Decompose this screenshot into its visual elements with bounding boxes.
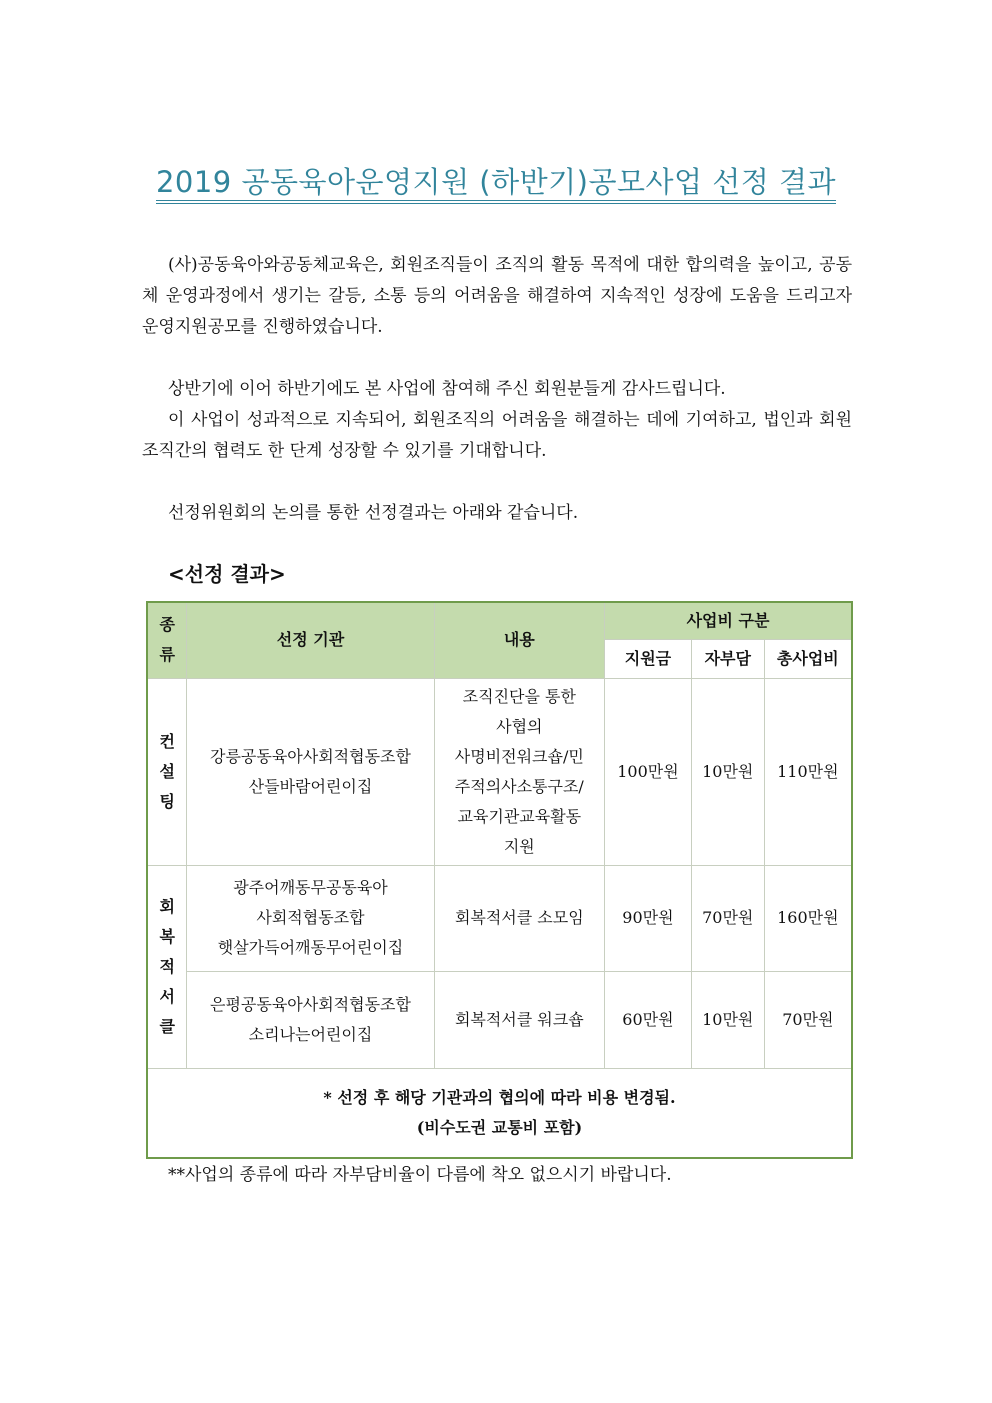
header-total: 총사업비 <box>764 639 852 678</box>
org-cell <box>187 971 434 1068</box>
total-cell: 160만원 <box>764 865 852 971</box>
type-label: 회 복 적 서 클 <box>159 896 175 1036</box>
result-intro-paragraph <box>142 498 852 529</box>
footnote: **사업의 종류에 따라 자부담비율이 다름에 착오 없으시기 바랍니다. <box>168 1165 672 1185</box>
note-line-2: (비수도권 교통비 포함) <box>416 1117 583 1137</box>
self-cell: 10만원 <box>691 678 764 865</box>
paragraph-4: 선정위원회의 논의를 통한 선정결과는 아래와 같습니다. <box>168 503 579 523</box>
note-row <box>147 1068 852 1158</box>
content-cell <box>434 678 604 865</box>
type-cell-restorative-circle <box>147 865 187 1068</box>
total-cell: 70만원 <box>764 971 852 1068</box>
header-type <box>147 602 187 678</box>
section-label: <선정 결과> <box>168 562 286 586</box>
selection-result-table <box>146 601 853 1159</box>
content-cell: 회복적서클 소모임 <box>434 865 604 971</box>
header-self: 자부담 <box>691 639 764 678</box>
org-cell <box>187 865 434 971</box>
content-cell: 회복적서클 워크숍 <box>434 971 604 1068</box>
org-name: 은평공동육아사회적협동조합 소리나는어린이집 <box>210 994 411 1044</box>
document-title-text: 2019 공동육아운영지원 (하반기)공모사업 선정 결과 <box>156 165 836 204</box>
paragraph-2: 상반기에 이어 하반기에도 본 사업에 참여해 주신 회원분들게 감사드립니다. <box>168 379 726 399</box>
total-cell: 110만원 <box>764 678 852 865</box>
document-title <box>100 160 892 201</box>
header-org: 선정 기관 <box>187 602 434 678</box>
org-cell <box>187 678 434 865</box>
support-cell: 90만원 <box>605 865 692 971</box>
table-row <box>147 865 852 971</box>
support-cell: 60만원 <box>605 971 692 1068</box>
intro-paragraph <box>142 250 852 343</box>
thanks-paragraph <box>142 374 852 467</box>
header-type-text: 종 류 <box>159 615 175 665</box>
header-budget-group: 사업비 구분 <box>605 602 852 639</box>
note-cell <box>147 1068 852 1158</box>
header-support: 지원금 <box>605 639 692 678</box>
type-cell-consulting <box>147 678 187 865</box>
note-line-1: * 선정 후 해당 기관과의 협의에 따라 비용 변경됨. <box>323 1087 676 1107</box>
content-text: 조직진단을 통한 사협의 사명비전워크숍/민 주적의사소통구조/ 교육기관교육활동 지원 <box>454 686 584 856</box>
org-name: 광주어깨동무공동육아 사회적협동조합 햇살가득어깨동무어린이집 <box>217 878 404 957</box>
self-cell: 10만원 <box>691 971 764 1068</box>
header-content: 내용 <box>434 602 604 678</box>
paragraph-3: 이 사업이 성과적으로 지속되어, 회원조직의 어려움을 해결하는 데에 기여하고, 법인과 회원 조직간의 협력도 한 단계 성장할 수 있기를 기대합니다. <box>142 410 852 461</box>
support-cell: 100만원 <box>605 678 692 865</box>
paragraph-1: (사)공동육아와공동체교육은, 회원조직들이 조직의 활동 목적에 대한 합의력을 높이고, 공동체 운영과정에서 생기는 갈등, 소통 등의 어려움을 해결하여 지속적인 성장에 도움을 드리고자 운영지원공모를 진행하였습니다. <box>142 255 852 337</box>
table-row <box>147 971 852 1068</box>
org-name: 강릉공동육아사회적협동조합 산들바람어린이집 <box>210 746 411 796</box>
self-cell: 70만원 <box>691 865 764 971</box>
type-label: 컨 설 팅 <box>159 731 175 811</box>
header-row-1 <box>147 602 852 639</box>
table-row <box>147 678 852 865</box>
